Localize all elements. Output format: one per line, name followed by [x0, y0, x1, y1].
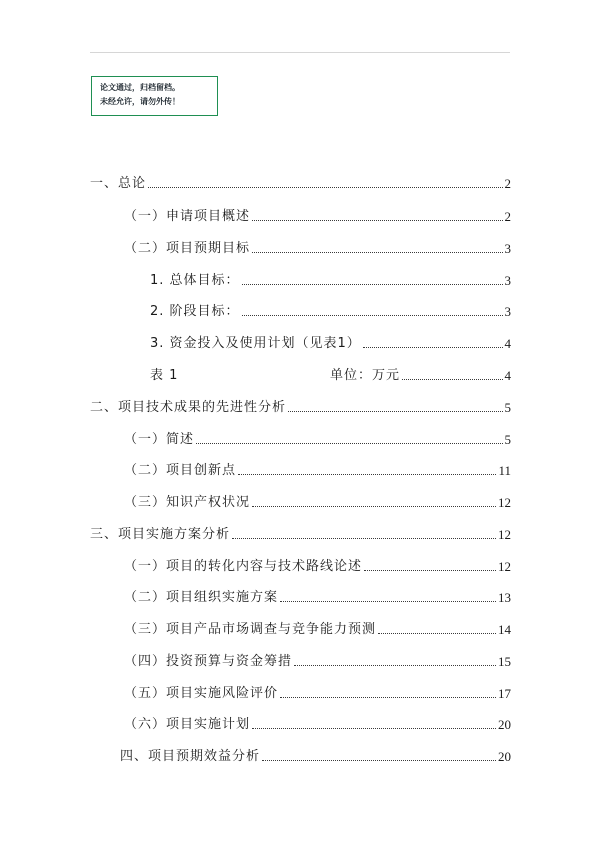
toc-page-number: 15	[498, 654, 511, 669]
notice-line-1: 论文通过，归档留档。	[100, 83, 180, 92]
toc-entry-risk-assessment[interactable]	[124, 680, 511, 702]
toc-page-number: 13	[498, 590, 511, 605]
toc-entry-title: 2. 阶段目标：	[150, 304, 240, 319]
toc-dot-leader	[242, 284, 503, 285]
toc-entry-stage-goal[interactable]	[150, 298, 511, 320]
toc-dot-leader	[280, 601, 496, 602]
toc-entry-technical-advancement[interactable]	[90, 394, 511, 416]
toc-dot-leader	[252, 728, 496, 729]
toc-page-number: 3	[504, 304, 511, 319]
toc-entry-organization-plan[interactable]	[124, 584, 511, 606]
toc-entry-project-overview[interactable]	[124, 203, 511, 225]
toc-page-number: 20	[498, 717, 511, 732]
toc-page-number: 12	[498, 559, 511, 574]
toc-page-number: 12	[498, 527, 511, 542]
toc-page-number: 5	[504, 400, 511, 415]
toc-page-number: 4	[504, 336, 511, 351]
toc-entry-title: （一）申请项目概述	[124, 209, 251, 224]
toc-dot-leader	[288, 411, 502, 412]
toc-entry-title: （二）项目创新点	[124, 463, 237, 478]
toc-entry-implementation-schedule[interactable]	[124, 711, 511, 733]
toc-page-number: 3	[504, 241, 511, 256]
toc-entry-title: （二）项目预期目标	[124, 241, 251, 256]
toc-entry-expected-goals[interactable]	[124, 235, 511, 257]
toc-dot-leader	[252, 220, 502, 221]
toc-dot-leader	[280, 697, 496, 698]
toc-dot-leader	[363, 347, 503, 348]
toc-page-number: 20	[498, 749, 511, 764]
toc-dot-leader	[378, 633, 496, 634]
toc-entry-unit: 单位：万元	[330, 368, 401, 383]
toc-entry-market-survey[interactable]	[124, 616, 511, 638]
toc-page-number: 2	[504, 209, 511, 224]
toc-dot-leader	[148, 187, 502, 188]
toc-dot-leader	[238, 474, 496, 475]
toc-entry-table-1[interactable]	[150, 362, 511, 384]
toc-dot-leader	[196, 443, 502, 444]
toc-page-number: 14	[498, 622, 511, 637]
toc-entry-conversion-content[interactable]	[124, 553, 511, 575]
toc-entry-title: （六）项目实施计划	[124, 717, 251, 732]
toc-entry-funding-plan[interactable]	[150, 330, 511, 352]
toc-entry-expected-benefits[interactable]	[120, 743, 511, 765]
toc-entry-implementation-analysis[interactable]	[90, 521, 511, 543]
toc-dot-leader	[402, 379, 502, 380]
toc-dot-leader	[262, 760, 496, 761]
toc-entry-title: 四、项目预期效益分析	[120, 749, 261, 764]
toc-entry-title: 3. 资金投入及使用计划（见表1）	[150, 336, 361, 351]
toc-entry-title: 1. 总体目标：	[150, 273, 240, 288]
toc-page-number: 5	[504, 432, 511, 447]
toc-page-number: 12	[498, 495, 511, 510]
toc-entry-overall-goal[interactable]	[150, 267, 511, 289]
toc-entry-title: 一、总论	[90, 176, 147, 191]
notice-line-2: 未经允许，请勿外传！	[100, 97, 180, 106]
toc-dot-leader	[252, 252, 502, 253]
toc-entry-title: （二）项目组织实施方案	[124, 590, 279, 605]
toc-page-number: 4	[504, 368, 511, 383]
toc-entry-title: （五）项目实施风险评价	[124, 686, 279, 701]
toc-page-number: 11	[498, 463, 511, 478]
toc-entry-summary[interactable]	[124, 426, 511, 448]
toc-entry-title: （三）项目产品市场调查与竞争能力预测	[124, 622, 377, 637]
toc-entry-title: （一）简述	[124, 432, 195, 447]
toc-entry-budget-funding[interactable]	[124, 648, 511, 670]
toc-entry-title: 二、项目技术成果的先进性分析	[90, 400, 287, 415]
toc-dot-leader	[232, 538, 496, 539]
toc-entry-title: 表 1	[150, 368, 179, 383]
toc-entry-title: （四）投资预算与资金筹措	[124, 654, 293, 669]
toc-page-number: 17	[498, 686, 511, 701]
toc-entry-ip-status[interactable]	[124, 489, 511, 511]
toc-entry-innovation[interactable]	[124, 457, 511, 479]
toc-entry-title: （三）知识产权状况	[124, 495, 251, 510]
toc-entry-title: 三、项目实施方案分析	[90, 527, 231, 542]
toc-entry-general[interactable]	[90, 170, 511, 192]
toc-dot-leader	[252, 506, 496, 507]
toc-dot-leader	[294, 665, 496, 666]
toc-page-number: 2	[504, 176, 511, 191]
toc-page-number: 3	[504, 273, 511, 288]
toc-dot-leader	[364, 570, 496, 571]
toc-entry-title: （一）项目的转化内容与技术路线论述	[124, 559, 363, 574]
toc-dot-leader	[242, 315, 503, 316]
